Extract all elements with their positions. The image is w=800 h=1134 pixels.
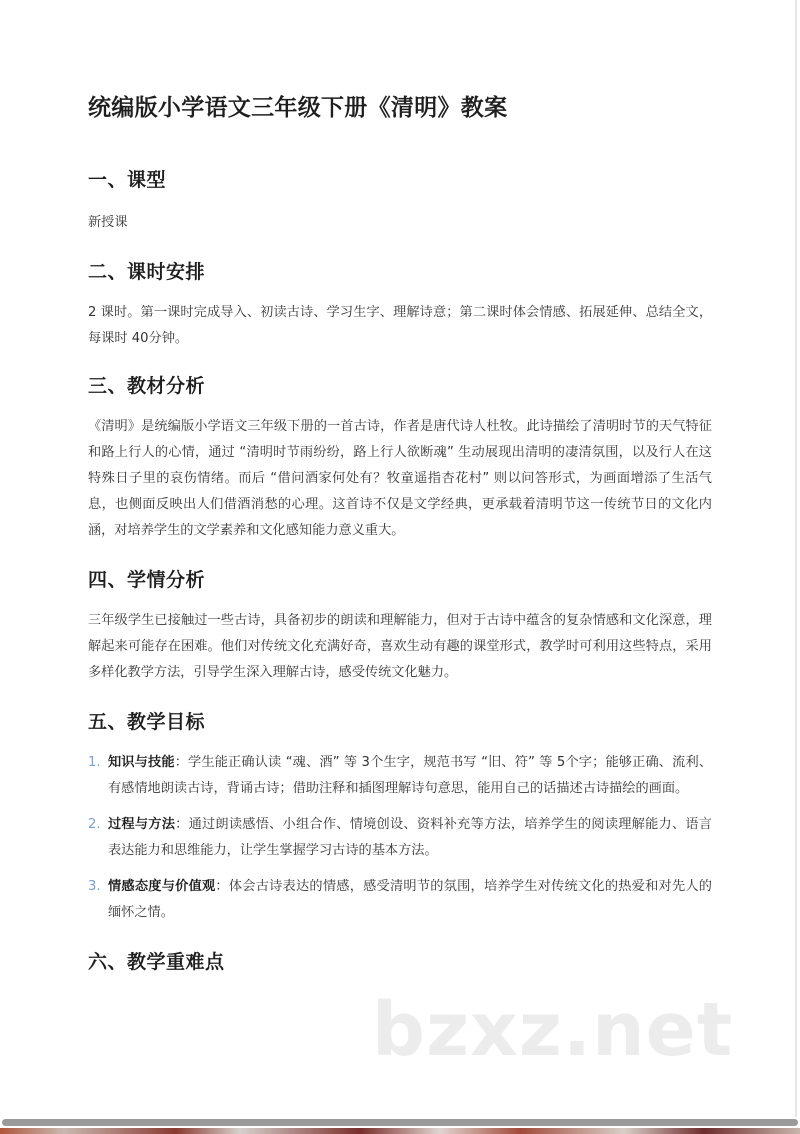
goal-label: 知识与技能: [108, 755, 175, 770]
section-body: 2 课时。第一课时完成导入、初读古诗、学习生字、理解诗意；第二课时体会情感、拓展延伸、总结全文，每课时 40分钟。: [88, 305, 712, 346]
document-content: [88, 92, 712, 976]
section-body: 《清明》是统编版小学语文三年级下册的一首古诗，作者是唐代诗人杜牧。此诗描绘了清明时节的天气特征和路上行人的心情，通过 “清明时节雨纷纷，路上行人欲断魂” 生动展现出清明的凄清氛围，以及行人在这特殊日子里的哀伤情绪。而后 “借问酒家何处有？牧童遥指杏花村” 则以问答形式，为画面增添了生活气息，也侧面反映出人们借酒消愁的心理。这首诗不仅是文学经典，更承载着清明节这一传统节日的文化内涵，对培养学生的文学素养和文化感知能力意义重大。: [88, 419, 712, 538]
goal-number: 1.: [88, 755, 101, 770]
goal-text: ：学生能正确认读 “魂、酒” 等 3个生字，规范书写 “旧、符” 等 5个字；能够正确、流利、有感情地朗读古诗，背诵古诗；借助注释和插图理解诗句意思，能用自己的话描述古诗描绘的画面。: [108, 755, 713, 796]
goal-label: 过程与方法: [108, 817, 176, 832]
section-lesson-type: [88, 166, 712, 236]
goal-text: ：通过朗读感悟、小组合作、情境创设、资料补充等方法，培养学生的阅读理解能力、语言表达能力和思维能力，让学生掌握学习古诗的基本方法。: [108, 817, 712, 858]
goal-list: [88, 750, 712, 926]
section-heading: 一、课型: [88, 169, 167, 191]
section-body: 新授课: [88, 215, 128, 230]
section-heading: 三、教材分析: [88, 375, 206, 397]
section-heading: 二、课时安排: [88, 261, 206, 283]
horizontal-scrollbar[interactable]: [2, 1119, 798, 1126]
goal-number: 3.: [88, 879, 101, 894]
goal-number: 2.: [88, 817, 101, 832]
section-student-analysis: [88, 566, 712, 686]
section-key-difficulties: [88, 948, 712, 976]
goal-label: 情感态度与价值观: [108, 879, 216, 894]
section-heading: 四、学情分析: [88, 569, 206, 591]
goal-text: ：体会古诗表达的情感，感受清明节的氛围，培养学生对传统文化的热爱和对先人的缅怀之情。: [108, 879, 712, 920]
background-image-strip: [0, 1128, 800, 1134]
watermark: bzxz.net: [372, 987, 734, 1073]
section-heading: 五、教学目标: [88, 711, 206, 733]
section-schedule: [88, 258, 712, 352]
section-body: 三年级学生已接触过一些古诗，具备初步的朗读和理解能力，但对于古诗中蕴含的复杂情感和文化深意，理解起来可能存在困难。他们对传统文化充满好奇，喜欢生动有趣的课堂形式，教学时可利用这些特点，采用多样化教学方法，引导学生深入理解古诗，感受传统文化魅力。: [88, 613, 712, 680]
goal-item: [88, 874, 712, 926]
section-teaching-goals: [88, 708, 712, 926]
document-title: 统编版小学语文三年级下册《清明》教案: [88, 95, 508, 121]
goal-item: [88, 812, 712, 864]
section-heading: 六、教学重难点: [88, 951, 225, 973]
section-material-analysis: [88, 372, 712, 544]
goal-item: [88, 750, 712, 802]
